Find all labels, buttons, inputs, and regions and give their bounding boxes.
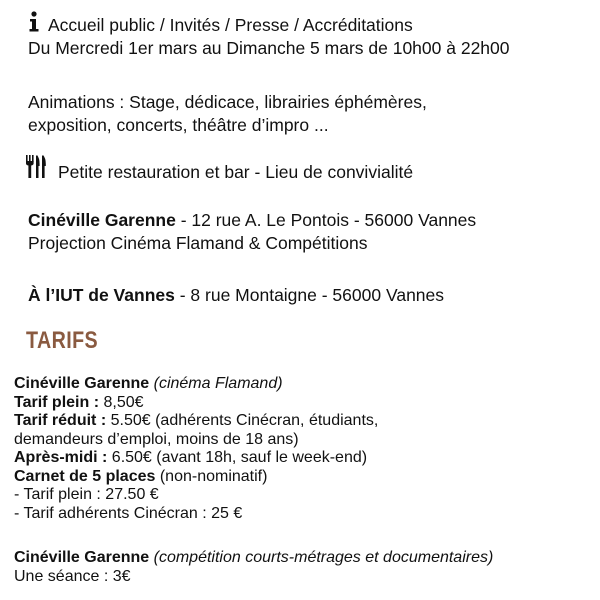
cutlery-icon (25, 155, 49, 179)
animations-line-1: Animations : Stage, dédicace, librairies éphémères, (28, 92, 427, 112)
carnet-line (14, 468, 267, 487)
tarif-reduit-label: Tarif réduit : (14, 412, 107, 429)
venue1-name: Cinéville Garenne (28, 210, 176, 230)
tarif-reduit-cont: demandeurs d’emploi, moins de 18 ans) (14, 430, 299, 448)
block1-subtitle: (cinéma Flamand) (149, 375, 283, 392)
venue2-address: - 8 rue Montaigne - 56000 Vannes (174, 285, 445, 305)
venue1-desc: Projection Cinéma Flamand & Compétitions (28, 233, 368, 253)
carnet-plein: - Tarif plein : 27.50 € (14, 486, 159, 503)
apresmidi-label: Après-midi : (14, 449, 108, 466)
tarif-plein-line (14, 394, 144, 413)
block1-title: Cinéville Garenne (14, 375, 150, 392)
tarif-reduit-value: 5.50€ (adhérents Cinécran, étudiants, (106, 412, 379, 429)
apresmidi-line (14, 449, 367, 468)
block2-title-line (14, 549, 493, 568)
tarif-plein-value: 8,50€ (99, 393, 144, 411)
venue2-line (28, 284, 444, 306)
block2-subtitle: (compétition courts-métrages et documentaires) (149, 549, 494, 566)
tarif-plein-label: Tarif plein : (14, 393, 100, 411)
carnet-adherents: - Tarif adhérents Cinécran : 25 € (14, 504, 243, 522)
tarif-reduit-line (14, 412, 378, 431)
tarifs-heading: TARIFS (26, 327, 99, 354)
venue1-line (28, 209, 476, 231)
venue1-address: - 12 rue A. Le Pontois - 56000 Vannes (175, 210, 477, 230)
animations-line-2: exposition, concerts, théâtre d’impro ... (28, 115, 329, 135)
carnet-label: Carnet de 5 places (14, 467, 156, 485)
carnet-value: (non-nominatif) (155, 467, 268, 485)
seance-line: Une séance : 3€ (14, 567, 131, 585)
block1-title-line (14, 375, 283, 394)
info-icon (28, 11, 40, 32)
access-line: Accueil public / Invités / Presse / Accréditations (48, 15, 413, 35)
dates-line: Du Mercredi 1er mars au Dimanche 5 mars de 10h00 à 22h00 (28, 38, 510, 58)
food-line: Petite restauration et bar - Lieu de convivialité (58, 162, 414, 182)
block2-title: Cinéville Garenne (14, 549, 150, 566)
venue2-name: À l’IUT de Vannes (28, 285, 175, 305)
apresmidi-value: 6.50€ (avant 18h, sauf le week-end) (107, 449, 368, 466)
